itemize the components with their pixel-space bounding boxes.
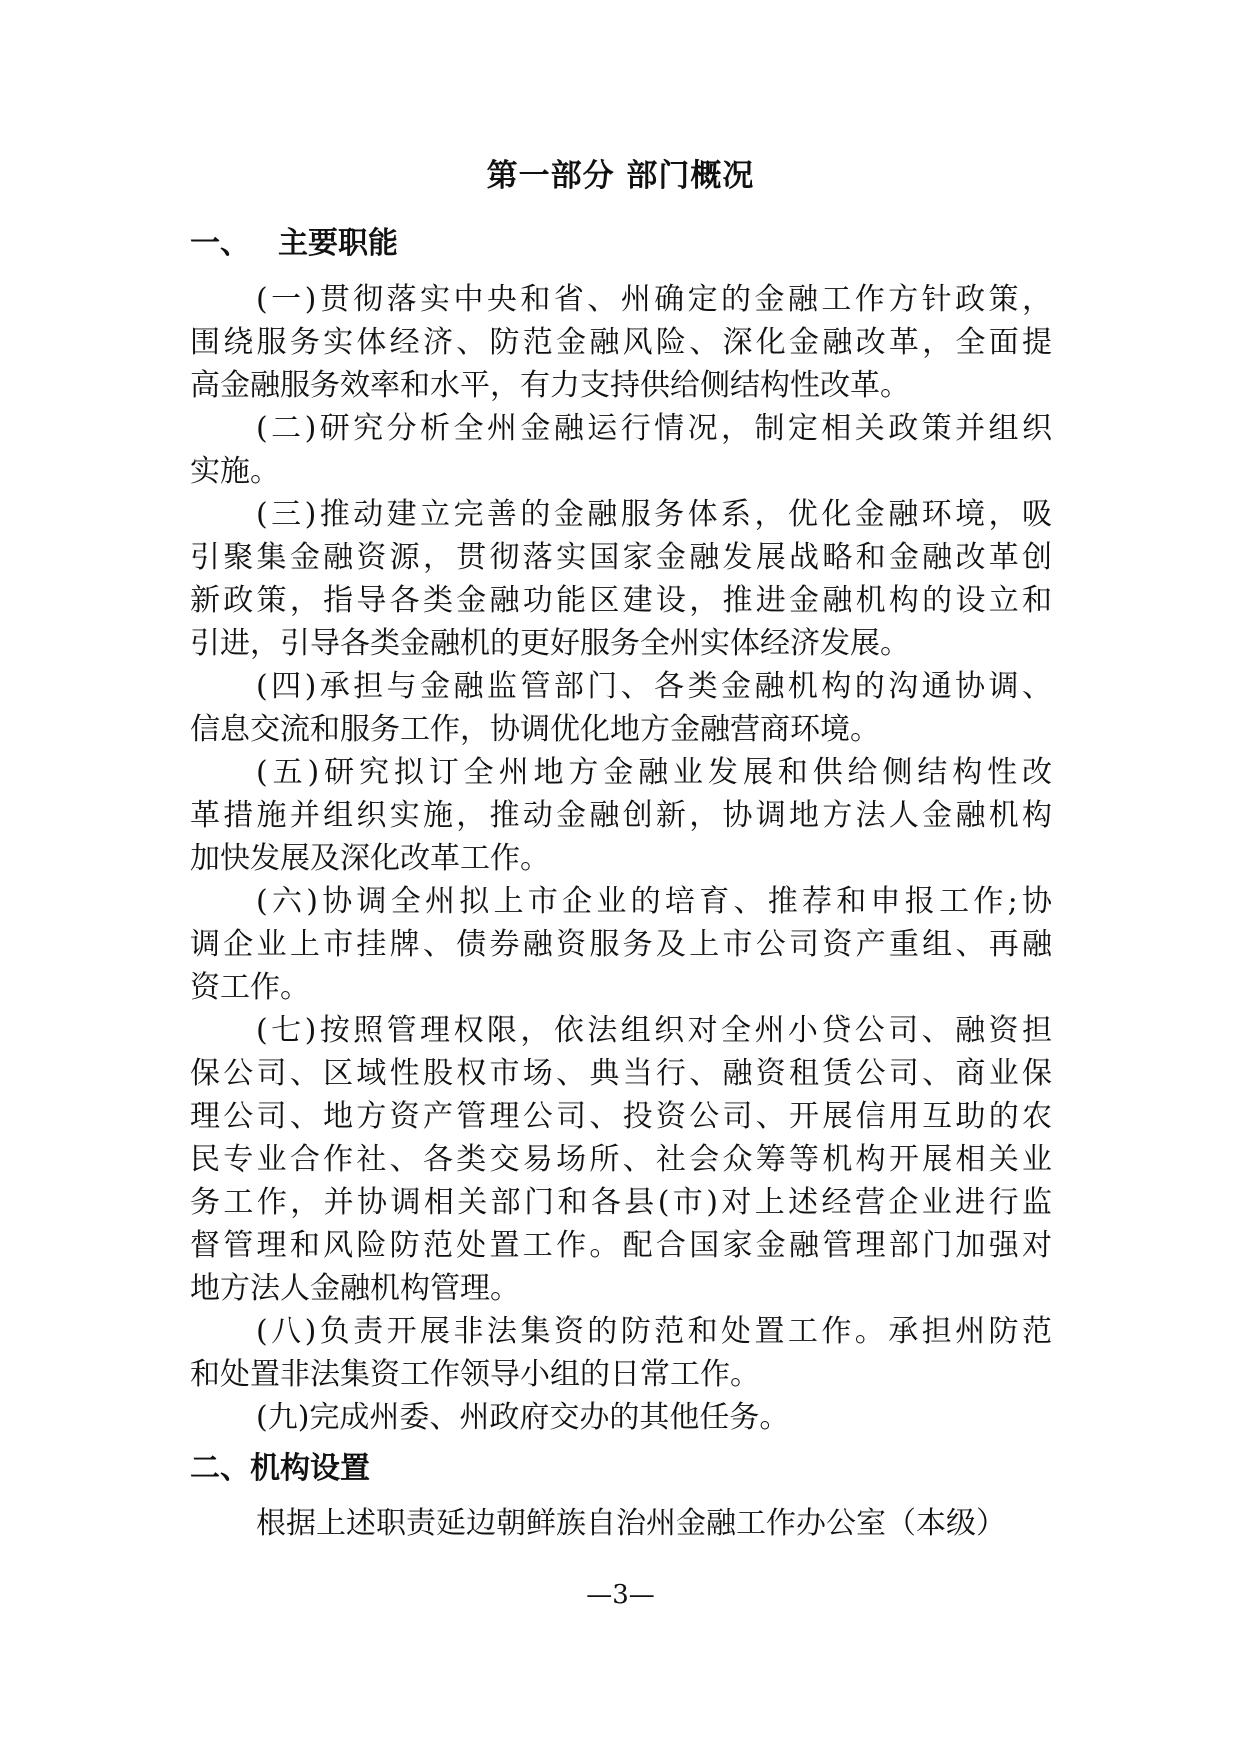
text-line: 理公司、地方资产管理公司、投资公司、开展信用互助的农	[190, 1099, 1052, 1134]
text-line: 围绕服务实体经济、防范金融风险、深化金融改革，全面提	[190, 325, 1052, 360]
text-line: (五)研究拟订全州地方金融业发展和供给侧结构性改	[256, 755, 1052, 790]
section-title: 主要职能	[278, 226, 398, 261]
text-line: 地方法人金融机构管理。	[190, 1271, 520, 1306]
paragraph	[190, 493, 1052, 665]
text-line: 调企业上市挂牌、债券融资服务及上市公司资产重组、再融	[190, 927, 1052, 962]
text-line: 和处置非法集资工作领导小组的日常工作。	[190, 1357, 760, 1392]
text-line: 革措施并组织实施，推动金融创新，协调地方法人金融机构	[190, 798, 1052, 833]
text-line: 加快发展及深化改革工作。	[190, 841, 550, 876]
text-line: (八)负责开展非法集资的防范和处置工作。承担州防范	[256, 1314, 1052, 1349]
paragraph	[190, 880, 1052, 1009]
text-line: (一)贯彻落实中央和省、州确定的金融工作方针政策，	[256, 282, 1052, 317]
paragraph	[190, 278, 1052, 407]
paragraph	[190, 1310, 1052, 1396]
text-line: 保公司、区域性股权市场、典当行、融资租赁公司、商业保	[190, 1056, 1052, 1091]
section-title: 机构设置	[250, 1451, 370, 1486]
section-heading-organization	[190, 1443, 370, 1487]
page-number: —3—	[586, 1580, 655, 1610]
page-title: 第一部分 部门概况	[486, 158, 755, 194]
text-line: 根据上述职责延边朝鲜族自治州金融工作办公室（本级）	[256, 1506, 1006, 1541]
text-line: (四)承担与金融监管部门、各类金融机构的沟通协调、	[256, 669, 1052, 704]
section-heading-main-functions	[190, 218, 398, 262]
section-number: 一、	[190, 226, 250, 261]
text-line: 引进，引导各类金融机的更好服务全州实体经济发展。	[190, 626, 910, 661]
text-line: (六)协调全州拟上市企业的培育、推荐和申报工作;协	[256, 884, 1052, 919]
paragraph	[190, 665, 1052, 751]
section-number: 二、	[190, 1451, 250, 1486]
text-line: 信息交流和服务工作，协调优化地方金融营商环境。	[190, 712, 880, 747]
paragraph	[190, 751, 1052, 880]
text-line: 实施。	[190, 454, 280, 489]
text-line: (九)完成州委、州政府交办的其他任务。	[256, 1400, 790, 1435]
paragraph	[190, 1009, 1052, 1310]
paragraph	[190, 407, 1052, 493]
section-body-organization	[190, 1502, 1052, 1545]
paragraph	[190, 1502, 1052, 1545]
text-line: 督管理和风险防范处置工作。配合国家金融管理部门加强对	[190, 1228, 1052, 1263]
text-line: (三)推动建立完善的金融服务体系，优化金融环境，吸	[256, 497, 1052, 532]
text-line: 高金融服务效率和水平，有力支持供给侧结构性改革。	[190, 368, 910, 403]
text-line: 资工作。	[190, 970, 310, 1005]
text-line: (七)按照管理权限，依法组织对全州小贷公司、融资担	[256, 1013, 1052, 1048]
text-line: (二)研究分析全州金融运行情况，制定相关政策并组织	[256, 411, 1052, 446]
text-line: 引聚集金融资源，贯彻落实国家金融发展战略和金融改革创	[190, 540, 1052, 575]
text-line: 务工作，并协调相关部门和各县(市)对上述经营企业进行监	[190, 1185, 1052, 1220]
text-line: 新政策，指导各类金融功能区建设，推进金融机构的设立和	[190, 583, 1052, 618]
section-body-main-functions	[190, 278, 1052, 1439]
text-line: 民专业合作社、各类交易场所、社会众筹等机构开展相关业	[190, 1142, 1052, 1177]
paragraph	[190, 1396, 1052, 1439]
